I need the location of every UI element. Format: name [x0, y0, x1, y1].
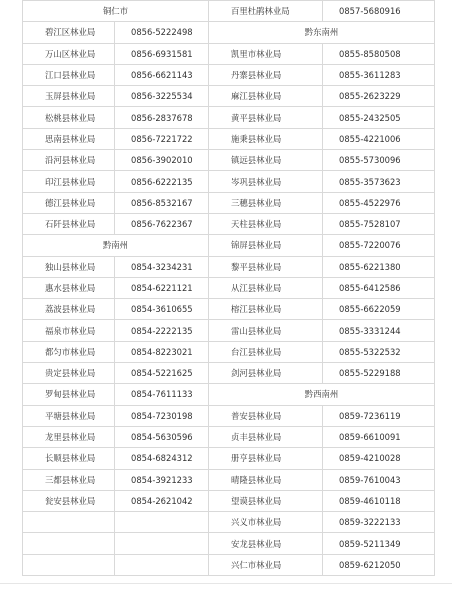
- bureau-phone: 0857-5680916: [323, 1, 435, 22]
- empty-cell: [115, 512, 209, 533]
- bureau-name: 都匀市林业局: [23, 341, 115, 362]
- table-row: [23, 448, 435, 469]
- bureau-name: 惠水县林业局: [23, 277, 115, 298]
- bureau-name: 晴隆县林业局: [209, 469, 323, 490]
- bureau-name: 玉屏县林业局: [23, 86, 115, 107]
- bureau-name: 黎平县林业局: [209, 256, 323, 277]
- empty-cell: [23, 533, 115, 554]
- bureau-name: 黄平县林业局: [209, 107, 323, 128]
- bureau-name: 贵定县林业局: [23, 363, 115, 384]
- table-row: [23, 299, 435, 320]
- bureau-phone: 0859-5211349: [323, 533, 435, 554]
- bureau-name: 万山区林业局: [23, 43, 115, 64]
- bureau-name: 松桃县林业局: [23, 107, 115, 128]
- bureau-phone: 0855-2623229: [323, 86, 435, 107]
- forestry-bureau-directory-table: [22, 0, 435, 576]
- bureau-name: 德江县林业局: [23, 192, 115, 213]
- table-row: [23, 469, 435, 490]
- bureau-phone: 0859-4210028: [323, 448, 435, 469]
- bureau-name: 台江县林业局: [209, 341, 323, 362]
- bureau-phone: 0854-5630596: [115, 426, 209, 447]
- bureau-phone: 0854-3234231: [115, 256, 209, 277]
- bureau-name: 兴义市林业局: [209, 512, 323, 533]
- region-header: 铜仁市: [23, 1, 209, 22]
- bureau-name: 镇远县林业局: [209, 150, 323, 171]
- bureau-phone: 0854-2222135: [115, 320, 209, 341]
- bureau-name: 三都县林业局: [23, 469, 115, 490]
- bureau-name: 册亨县林业局: [209, 448, 323, 469]
- directory-table-body: [23, 1, 435, 576]
- bureau-name: 丹寨县林业局: [209, 64, 323, 85]
- table-row: [23, 192, 435, 213]
- bureau-phone: 0855-6221380: [323, 256, 435, 277]
- bureau-name: 印江县林业局: [23, 171, 115, 192]
- bureau-name: 石阡县林业局: [23, 213, 115, 234]
- bureau-phone: 0854-8223021: [115, 341, 209, 362]
- bureau-phone: 0856-3225534: [115, 86, 209, 107]
- bureau-phone: 0855-7220076: [323, 235, 435, 256]
- bureau-phone: 0855-4522976: [323, 192, 435, 213]
- bureau-name: 平塘县林业局: [23, 405, 115, 426]
- empty-cell: [115, 533, 209, 554]
- table-row: [23, 43, 435, 64]
- table-row: [23, 128, 435, 149]
- table-row: [23, 213, 435, 234]
- table-row: [23, 405, 435, 426]
- table-row: [23, 64, 435, 85]
- bureau-name: 沿河县林业局: [23, 150, 115, 171]
- bureau-phone: 0856-6222135: [115, 171, 209, 192]
- directory-page: [22, 0, 434, 576]
- bureau-phone: 0856-8532167: [115, 192, 209, 213]
- table-row: [23, 426, 435, 447]
- table-row: [23, 256, 435, 277]
- bureau-name: 百里杜鹃林业局: [209, 1, 323, 22]
- bureau-name: 兴仁市林业局: [209, 554, 323, 575]
- table-row: [23, 320, 435, 341]
- bureau-name: 江口县林业局: [23, 64, 115, 85]
- table-row: [23, 22, 435, 43]
- bureau-phone: 0855-5730096: [323, 150, 435, 171]
- bureau-name: 榕江县林业局: [209, 299, 323, 320]
- bureau-name: 龙里县林业局: [23, 426, 115, 447]
- bureau-name: 麻江县林业局: [209, 86, 323, 107]
- bureau-name: 凯里市林业局: [209, 43, 323, 64]
- empty-cell: [23, 512, 115, 533]
- bureau-name: 普安县林业局: [209, 405, 323, 426]
- empty-cell: [115, 554, 209, 575]
- bureau-name: 罗甸县林业局: [23, 384, 115, 405]
- bureau-phone: 0854-3610655: [115, 299, 209, 320]
- table-row: [23, 554, 435, 575]
- table-row: [23, 150, 435, 171]
- table-row: [23, 341, 435, 362]
- bureau-phone: 0855-3611283: [323, 64, 435, 85]
- table-row: [23, 277, 435, 298]
- bureau-name: 三穗县林业局: [209, 192, 323, 213]
- bureau-phone: 0856-2837678: [115, 107, 209, 128]
- bureau-name: 安龙县林业局: [209, 533, 323, 554]
- bureau-name: 望谟县林业局: [209, 490, 323, 511]
- bureau-phone: 0855-5322532: [323, 341, 435, 362]
- bureau-phone: 0859-3222133: [323, 512, 435, 533]
- bureau-phone: 0859-4610118: [323, 490, 435, 511]
- bureau-name: 施秉县林业局: [209, 128, 323, 149]
- bureau-phone: 0855-3331244: [323, 320, 435, 341]
- bureau-phone: 0855-8580508: [323, 43, 435, 64]
- table-row: [23, 384, 435, 405]
- bureau-name: 思南县林业局: [23, 128, 115, 149]
- table-row: [23, 107, 435, 128]
- table-row: [23, 363, 435, 384]
- bureau-phone: 0855-6412586: [323, 277, 435, 298]
- bureau-name: 岑巩县林业局: [209, 171, 323, 192]
- bureau-name: 锦屏县林业局: [209, 235, 323, 256]
- bureau-phone: 0856-3902010: [115, 150, 209, 171]
- bureau-phone: 0854-2621042: [115, 490, 209, 511]
- bureau-name: 荔波县林业局: [23, 299, 115, 320]
- bureau-phone: 0855-6622059: [323, 299, 435, 320]
- region-header: 黔南州: [23, 235, 209, 256]
- bureau-phone: 0855-3573623: [323, 171, 435, 192]
- page-divider: [0, 583, 452, 584]
- bureau-phone: 0856-6931581: [115, 43, 209, 64]
- bureau-name: 从江县林业局: [209, 277, 323, 298]
- bureau-name: 福泉市林业局: [23, 320, 115, 341]
- bureau-phone: 0854-3921233: [115, 469, 209, 490]
- bureau-name: 剑河县林业局: [209, 363, 323, 384]
- region-header: 黔西南州: [209, 384, 435, 405]
- bureau-phone: 0859-7610043: [323, 469, 435, 490]
- bureau-phone: 0854-6221121: [115, 277, 209, 298]
- bureau-name: 天柱县林业局: [209, 213, 323, 234]
- bureau-phone: 0859-6610091: [323, 426, 435, 447]
- empty-cell: [23, 554, 115, 575]
- bureau-phone: 0856-6621143: [115, 64, 209, 85]
- bureau-phone: 0859-6212050: [323, 554, 435, 575]
- table-row: [23, 86, 435, 107]
- bureau-name: 瓮安县林业局: [23, 490, 115, 511]
- table-row: [23, 1, 435, 22]
- bureau-phone: 0855-5229188: [323, 363, 435, 384]
- bureau-phone: 0855-7528107: [323, 213, 435, 234]
- bureau-phone: 0856-7221722: [115, 128, 209, 149]
- region-header: 黔东南州: [209, 22, 435, 43]
- bureau-name: 长顺县林业局: [23, 448, 115, 469]
- bureau-phone: 0855-4221006: [323, 128, 435, 149]
- bureau-name: 贞丰县林业局: [209, 426, 323, 447]
- table-row: [23, 512, 435, 533]
- table-row: [23, 533, 435, 554]
- bureau-phone: 0854-5221625: [115, 363, 209, 384]
- bureau-phone: 0855-2432505: [323, 107, 435, 128]
- bureau-phone: 0856-7622367: [115, 213, 209, 234]
- bureau-phone: 0856-5222498: [115, 22, 209, 43]
- table-row: [23, 490, 435, 511]
- table-row: [23, 171, 435, 192]
- bureau-phone: 0854-6824312: [115, 448, 209, 469]
- bureau-name: 碧江区林业局: [23, 22, 115, 43]
- bureau-phone: 0859-7236119: [323, 405, 435, 426]
- bureau-name: 雷山县林业局: [209, 320, 323, 341]
- bureau-phone: 0854-7230198: [115, 405, 209, 426]
- table-row: [23, 235, 435, 256]
- bureau-name: 独山县林业局: [23, 256, 115, 277]
- bureau-phone: 0854-7611133: [115, 384, 209, 405]
